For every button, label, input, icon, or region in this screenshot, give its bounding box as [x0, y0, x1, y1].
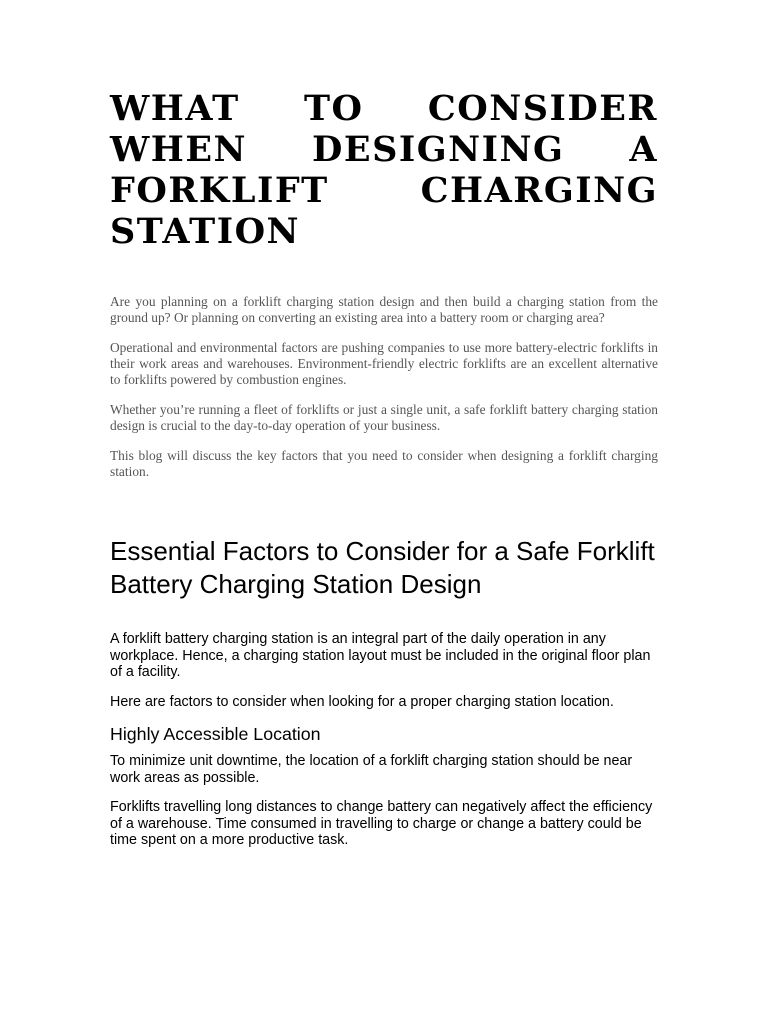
sub-paragraph: To minimize unit downtime, the location of a forklift charging station should be near work areas as possible.	[110, 753, 633, 786]
intro-paragraph: Whether you’re running a fleet of forklifts or just a single unit, a safe forklift battery charging station design is crucial to the day-to-day operation of your business.	[110, 402, 658, 433]
section-heading: Essential Factors to Consider for a Safe Forklift Battery Charging Station Design	[110, 536, 655, 599]
subheading: Highly Accessible Location	[110, 724, 321, 744]
page-title: WHAT TO CONSIDER WHEN DESIGNING A FORKLIFT CHARGING STATION	[110, 88, 658, 252]
intro-paragraph: Operational and environmental factors are pushing companies to use more battery-electric forklifts in their work areas and warehouses. Environment-friendly electric forklifts are an excellent alternative to forklifts powered by combustion engines.	[110, 340, 658, 387]
section-paragraph: A forklift battery charging station is an integral part of the daily operation in any workplace. Hence, a charging station layout must be included in the original floor plan of a facility.	[110, 631, 651, 680]
intro-paragraph: This blog will discuss the key factors that you need to consider when designing a forklift charging station.	[110, 448, 658, 479]
document-page	[110, 88, 658, 862]
section-paragraph: Here are factors to consider when looking for a proper charging station location.	[110, 693, 614, 710]
intro-section	[110, 294, 658, 480]
intro-paragraph: Are you planning on a forklift charging station design and then build a charging station from the ground up? Or planning on converting an existing area into a battery room or charging area?	[110, 294, 658, 325]
sub-paragraph: Forklifts travelling long distances to change battery can negatively affect the efficiency of a warehouse. Time consumed in travelling to charge or change a battery could be time spent on a more productive task.	[110, 799, 653, 848]
section-body	[110, 631, 658, 849]
